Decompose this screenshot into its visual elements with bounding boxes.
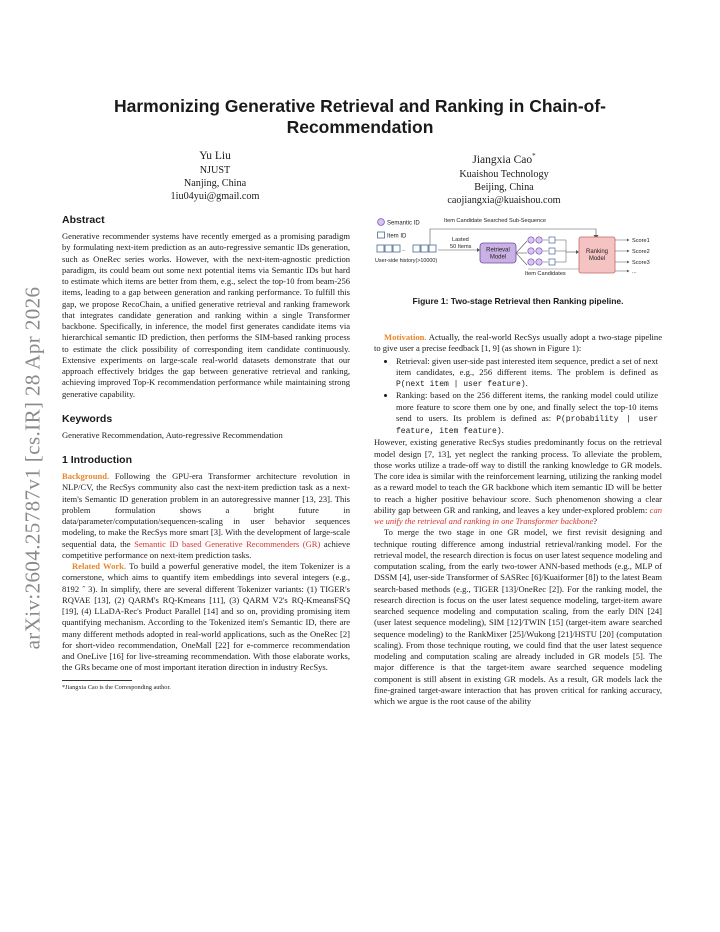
- author-block-1: [115, 149, 315, 204]
- history-item: [393, 245, 400, 252]
- ranking-bullet-end: .: [501, 425, 504, 435]
- author-affiliation: Kuaishou Technology: [459, 168, 549, 180]
- gap-text: However, existing generative RecSys studies predominantly focus on the retrieval model design [7, 13], yet neglect the ranking process. To alleviate the problem, those works utilize a trade-off way to distill the ranking knowledge to GR models. The core idea is similar with the reinforcement learning, utilizing the ranking model as a reward model to teach the GR backbone which item semantic ID will be better to reach a higher positive behaviour score. Such phenomenon showing a clear ability gap between GR and ranking, and leaves a key under-explored problem:: [374, 437, 662, 515]
- retrieval-bullet: [396, 356, 662, 391]
- author-location: Nanjing, China: [183, 178, 247, 190]
- legend-semantic-id: Semantic ID: [387, 220, 420, 227]
- history-item: [385, 245, 392, 252]
- motivation-paragraph: [374, 332, 662, 355]
- motivation-intro: Actually, the real-world RecSys usually adopt a two-stage pipeline to give user a precise feedback [1, 9] (as shown in Figure 1):: [374, 332, 662, 354]
- paper-title: Harmonizing Generative Retrieval and Ranking in Chain-of-Recommendation: [113, 96, 607, 137]
- related-work-label: Related Work.: [72, 561, 127, 571]
- score-label: Score2: [632, 249, 650, 255]
- right-column: [374, 214, 662, 707]
- history-item: [413, 245, 420, 252]
- retrieval-bullet-end: .: [525, 378, 528, 388]
- keywords-heading: Keywords: [62, 412, 113, 425]
- motivation-label: Motivation.: [384, 332, 427, 342]
- author-affiliation: NJUST: [199, 165, 231, 176]
- item-candidates-label: Item Candidates: [525, 271, 566, 277]
- score-outputs: [615, 238, 650, 275]
- background-text: Following the GPU-era Transformer architecture revolution in NLP/CV, the RecSys community also cast the next-item prediction task as a next-item's Semantic ID generation problem in an autoregressive manner [13, 23]. This problem formulation shows a bright future in data/parameter/computation/sequencen-scaling in user behavior sequences modeling, to make the RecSys more smart [3]. With the development of large-scale sequential data, the: [62, 471, 350, 549]
- history-item: [429, 245, 436, 252]
- user-history-items: [377, 245, 436, 253]
- abstract-text: Generative recommender systems have recently emerged as a promising paradigm by formulating next-item prediction as an auto-regressive semantic IDs generation, such as OneRec series works. However, with the next-item-agnostic prediction paradigm, its could beam out some next potential items via Semantic IDs but hard to estimate which items are better from them, e.g., select the top-10 from beam-256 items, leading to a gap between generation and ranking performance. To fulfill this gap, we propose RecoChain, a unified generative retrieval and ranking framework that integrates candidate generation and ranking within a single Transformer backbone. Specifically, in inference, the model first generates candidate items via hierarchical semantic ID prediction, then performs the SIM-based ranking process to estimate the click possibility of corresponding item candidate continuously. Extensive experiments on large-scale real-world datasets demonstrate that our approach effectively bridges the gap between generative retrieval and ranking, achieving improved Top-K recommendation performance while maintaining strong generative capability.: [62, 231, 350, 399]
- gap-text-end: ?: [593, 516, 598, 526]
- footnote: *Jiangxia Cao is the Corresponding author.: [62, 683, 171, 691]
- legend-item-id: Item ID: [387, 233, 407, 240]
- introduction-heading: 1 Introduction: [62, 454, 132, 466]
- pipeline-figure: [370, 214, 670, 278]
- candidate-rows: [528, 237, 555, 265]
- arxiv-identifier-text: arXiv:2604.25787v1 [cs.IR] 28 Apr 2026: [20, 286, 45, 650]
- ranking-label-1: Ranking: [585, 249, 609, 255]
- corresponding-marker: *: [532, 152, 536, 160]
- pipeline-diagram: [370, 214, 670, 278]
- lasted-label-1: Lasted: [452, 237, 469, 243]
- background-text-end: achieve competitive performance on next-item prediction tasks.: [62, 538, 351, 560]
- author-block-2: [404, 149, 604, 207]
- key-question: can we unify the retrieval and ranking in one Transformer backbone: [374, 504, 662, 526]
- user-history-label: User-side history(>10000): [375, 258, 438, 264]
- gr-highlight: Semantic ID based Generative Recommenders (GR): [134, 538, 321, 549]
- pipeline-bullet-list: [374, 356, 662, 438]
- background-label: Background.: [62, 471, 110, 481]
- retrieval-label-1: Retrieval: [486, 247, 510, 254]
- background-paragraph: [62, 471, 350, 561]
- related-work-text: To build a powerful generative model, the item Tokenizer is a cornerstone, which aims to quantify item embeddings into several integers (e.g., 8192 ˆ 3). In simplify, there are several different Tokenizer variants: (1) TIGER's RQVAE [13], (2) QARM's RQ-Kmeans [11], (3) QARM V2's RQ-KmeansFSQ [19], (4) LLaDA-Rec's Product Parallel [14] and so on, providing promising item quantifying mechanism. According to the Tokenized item's Semantic ID, there are many different methods adopted in real-world applications, such as the OneRec [2] for short-video recommendation, OneMall [22] for e-commerce recommendation and OneLive [16] for live-streaming recommendation. With those elaborate works, the GRs became one of most important iteration direction in industry RecSys.: [62, 561, 350, 673]
- ranking-label-2: Model: [588, 256, 606, 262]
- related-work-paragraph: [62, 561, 350, 674]
- author-email[interactable]: caojiangxia@kuaishou.com: [447, 195, 561, 207]
- lasted-label-2: 50 Items: [450, 244, 472, 250]
- revisit-paragraph: To merge the two stage in one GR model, we first revisit designing and technique routing difference among industrial retrieval/ranking model. For the retrieval model, the research direction is focus on user latest sequence modeling and computation scaling, from the early two-tower ANN-based methods (e.g., MLP of DSSM [4], user-side Transformer of SASRec [6]/Kuaiformer [8]) to the latest Beam search-based methods (e.g., TIGER [13]/OneRec [2]). For the ranking model, the research direction is focus on the user latest sequence modeling, target-item aware searched sequence modeling and computation scaling, from the early DIN [24] (user latest sequence modeling), SIM [12]/TWIN [15] (target-item aware searched sequence modeling) to the RankMixer [25]/Wukong [21]/HSTU [20] (computation scaling). From those technique routing, we could find that the user latest sequence modeling and computation scaling are already included in GR models [5]. The major difference is that the target-item aware searched sequence modeling component is still absent in existing GR models. As a result, GR models lack the fine-grained target-aware interaction that has proven critical for ranking accuracy, which we argue is the root cause of the ability: [374, 527, 662, 706]
- footnote-divider: [62, 680, 132, 681]
- history-item: [377, 245, 384, 252]
- left-column: [62, 214, 350, 692]
- gap-paragraph: [374, 437, 662, 527]
- keywords-text: Generative Recommendation, Auto-regressive Recommendation: [62, 429, 283, 440]
- history-item: [421, 245, 428, 252]
- ranking-bullet-text: Ranking: based on the 256 different items, the ranking model could utilize more feature to score them one by one, and finally select the top-10 items send to users. Its problem is defined as:: [396, 390, 658, 423]
- arxiv-identifier: [18, 268, 48, 668]
- history-ellipsis: ...: [401, 247, 406, 253]
- score-label: Score3: [632, 260, 650, 266]
- retrieval-label-2: Model: [489, 254, 507, 261]
- author-name-text: Jiangxia Cao: [472, 153, 533, 166]
- author-email[interactable]: 1iu04yui@gmail.com: [170, 191, 260, 203]
- author-name: Yu Liu: [199, 150, 231, 162]
- score-label: ...: [632, 269, 637, 275]
- ranking-bullet: [396, 390, 662, 437]
- author-location: Beijing, China: [474, 182, 534, 194]
- ranking-model-box: [579, 237, 615, 273]
- abstract-heading: Abstract: [62, 214, 105, 226]
- author-name: [404, 149, 604, 168]
- item-id-legend-icon: [378, 232, 385, 238]
- ranking-formula: P(probability | user feature, item feature): [396, 414, 659, 436]
- figure-caption: Figure 1: Two-stage Retrieval then Ranking pipeline.: [412, 296, 624, 306]
- retrieval-bullet-text: Retrieval: given user-side past interested item sequence, predict a set of next item candidates, e.g., 256 different items. The problem is defined as: [396, 355, 658, 377]
- semantic-id-legend-icon: [378, 219, 385, 226]
- sub-sequence-label: Item Candidate Searched Sub-Sequence: [444, 218, 546, 224]
- score-label: Score1: [632, 238, 650, 244]
- retrieval-formula: P(next item | user feature): [396, 380, 526, 389]
